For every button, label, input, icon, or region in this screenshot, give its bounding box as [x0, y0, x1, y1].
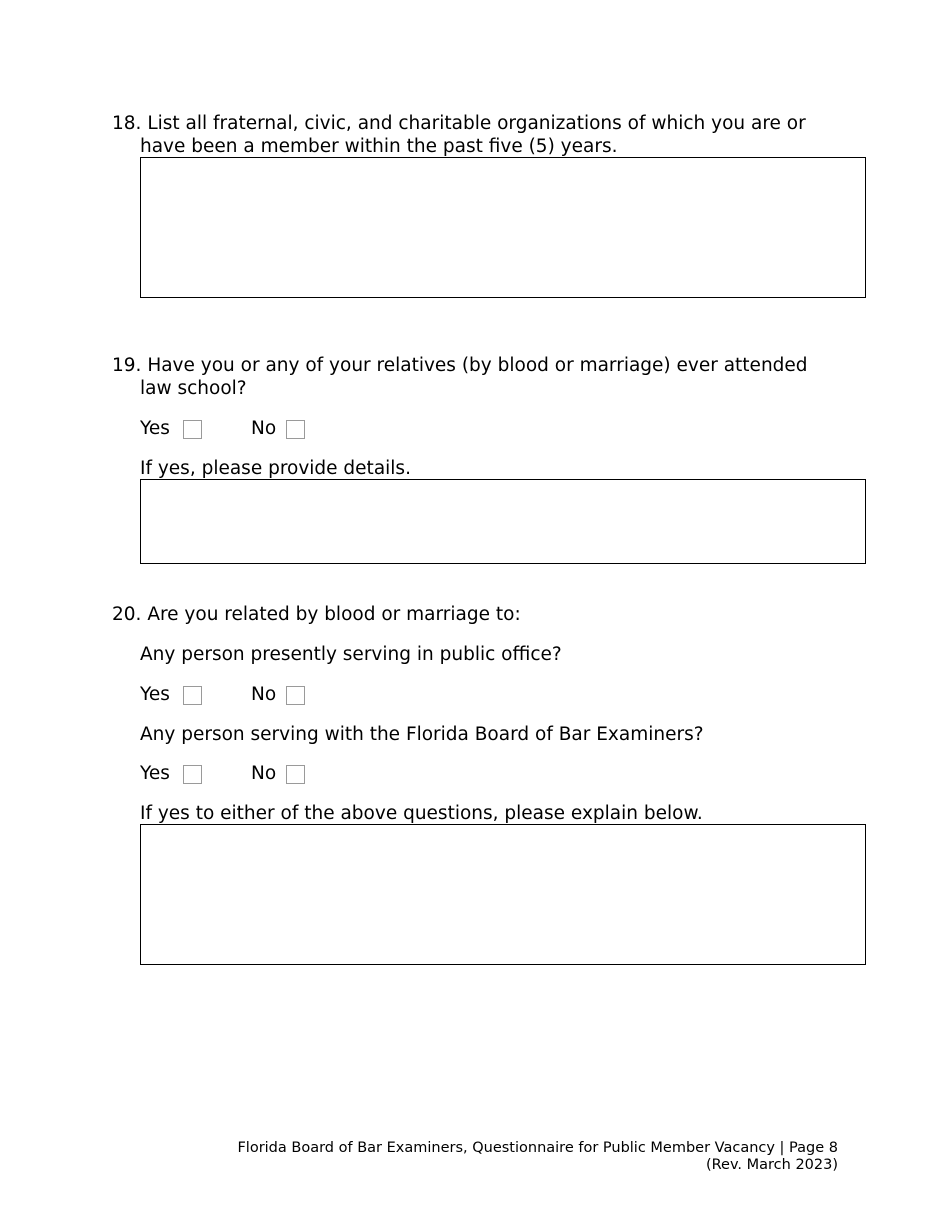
question-20-sub2-no-checkbox[interactable]: [286, 765, 305, 784]
footer-revision: (Rev. March 2023): [705, 1157, 838, 1173]
question-20-text: Are you related by blood or marriage to:: [147, 604, 521, 625]
question-20-sub1: Any person presently serving in public office?: [140, 644, 562, 665]
question-19-yes-checkbox[interactable]: [183, 420, 202, 439]
question-18-text-line1: List all fraternal, civic, and charitable organizations of which you are or: [147, 113, 806, 134]
question-20-explain-prompt: If yes to either of the above questions, please explain below.: [140, 803, 703, 824]
footer-title: Florida Board of Bar Examiners, Questionnaire for Public Member Vacancy | Page 8: [237, 1140, 838, 1156]
question-19-details-prompt: If yes, please provide details.: [140, 458, 411, 479]
question-18-number: 18.: [112, 113, 142, 134]
question-20-sub1-yes-label: Yes: [140, 684, 170, 705]
question-20-sub2-yes-checkbox[interactable]: [183, 765, 202, 784]
question-20-sub1-yes-checkbox[interactable]: [183, 686, 202, 705]
question-20-sub1-no-label: No: [251, 684, 277, 705]
question-20-explain-box[interactable]: [140, 824, 866, 965]
question-20-sub2-no-label: No: [251, 763, 277, 784]
question-19-details-box[interactable]: [140, 479, 866, 564]
question-19-no-label: No: [251, 418, 277, 439]
question-19-no-checkbox[interactable]: [286, 420, 305, 439]
question-19-text-line2: law school?: [140, 378, 247, 399]
question-19-text-line1: Have you or any of your relatives (by blood or marriage) ever attended: [147, 355, 808, 376]
question-18-text-line2: have been a member within the past five (5) years.: [140, 136, 618, 157]
question-20: [112, 603, 872, 626]
question-19: [112, 354, 872, 400]
question-20-sub2-yes-label: Yes: [140, 763, 170, 784]
question-18-answer-box[interactable]: [140, 157, 866, 298]
page-footer: [237, 1140, 838, 1174]
question-20-sub2: Any person serving with the Florida Board of Bar Examiners?: [140, 724, 704, 745]
question-18: [112, 112, 872, 158]
question-19-number: 19.: [112, 355, 142, 376]
question-20-sub1-no-checkbox[interactable]: [286, 686, 305, 705]
question-20-number: 20.: [112, 604, 142, 625]
question-19-yes-label: Yes: [140, 418, 170, 439]
